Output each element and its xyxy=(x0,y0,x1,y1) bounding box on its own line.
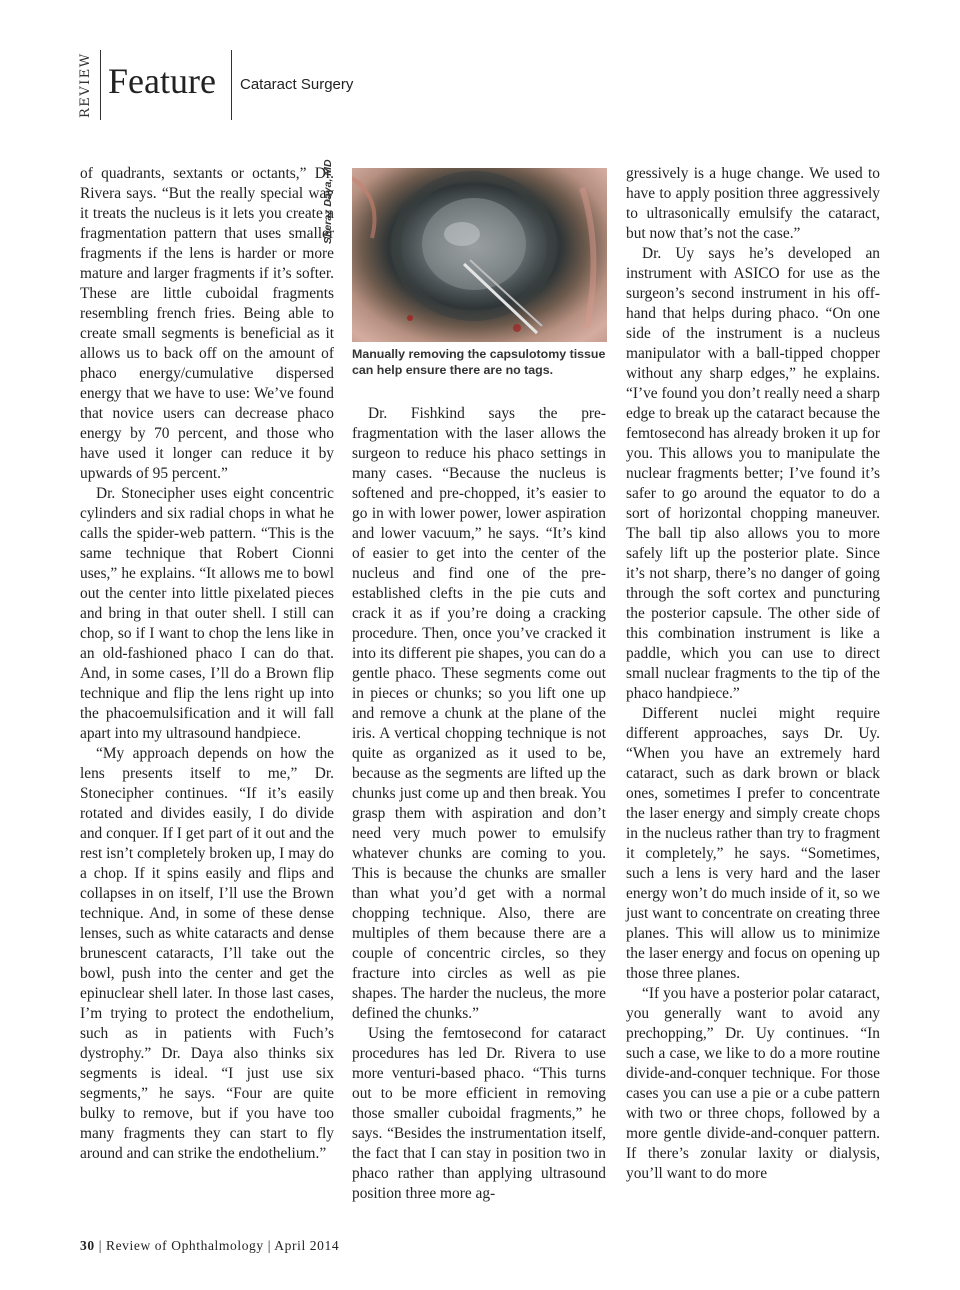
header-divider xyxy=(231,50,232,120)
paragraph: gressively is a huge change. We used to have to apply position three aggressively to ultrasonically emulsify the cataract, but now that’s not the case.” xyxy=(626,165,880,242)
footer-separator: | xyxy=(98,1238,102,1253)
paragraph: “My approach depends on how the lens presents itself to me,” Dr. Stonecipher continues. “If it’s easily rotated and divides easily, I do divide and conquer. If I get part of it out and the rest isn’t completely broken up, I may do a chop. If it spins easily and flips and collapses in on itself, I’ll use the Brown technique. And, in some of these dense lenses, such as white cataracts and dense brunescent cataracts, I’ll take out the bowl, push into the center and get the epinuclear shell later. In those last cases, I’m trying to protect the endothelium, such as in patients with Fuch’s dystrophy.” Dr. Daya also thinks six segments is ideal. “I just use six segments,” he says. “Four are quite bulky to remove, but if you have too many fragments they can start to fly around and can strike the endothelium.” xyxy=(80,745,334,1162)
paragraph: Dr. Stonecipher uses eight concentric cylinders and six radial chops in what he calls the spider-web pattern. “This is the same technique that Robert Cionni uses,” he explains. “It allows me to bowl out the center into little pixelated pieces and bring in that outer shell. I still can chop, so if I want to chop the lens like in an old-fashioned phaco I can do that. And, in some cases, I’ll do a Brown flip technique and flip the lens right up into the phacoemulsification and it will fall apart into my ultrasound handpiece. xyxy=(80,485,334,742)
footer-separator: | xyxy=(267,1238,272,1253)
article-column-3 xyxy=(626,164,880,1184)
paragraph: Dr. Fishkind says the pre-fragmentation with the laser allows the surgeon to reduce his phaco settings in many cases. “Because the nucleus is softened and pre-chopped, it’s easier to go in with lower power, lower aspiration and lower vacuum,” he says. “It’s kind of easier to get into the center of the nucleus and find one of the pre-established clefts in the pie cuts and crack it as if you’re doing a cracking procedure. Then, once you’ve cracked it into its different pie shapes, you can do a gentle phaco. These segments come out in pieces or chunks; so you lift one up and remove a chunk at the plane of the iris. A vertical chopping technique is not quite as organized as it used to be, because as the segments are lifted up the chunks just come up and then break. You grasp them with aspiration and don’t need very much power to emulsify whatever chunks are coming to you. This is because the chunks are smaller than what you’d get with a normal chopping technique. Also, there are multiples of them because there are a couple of concentric circles, so they fracture into circles as well as pie shapes. The harder the nucleus, the more defined the chunks.” xyxy=(352,405,606,1022)
header-divider xyxy=(100,50,101,120)
paragraph: “If you have a posterior polar cataract, you generally want to avoid any prechopping,” Dr. Uy continues. “In such a case, we like to do a more routine divide-and-conquer technique. For those cases you can use a pie or a cube pattern with two or three chops, followed by a more gentle divide-and-conquer pattern. If there’s zonular laxity or dialysis, you’ll want to do more xyxy=(626,985,880,1182)
article-column-1 xyxy=(80,164,334,1164)
page-footer xyxy=(80,1238,339,1254)
paragraph: of quadrants, sextants or octants,” Dr. Rivera says. “But the really special way it treats the nucleus is it lets you create a fragmentation pattern that uses smaller fragments if the lens is harder or more mature and larger fragments if it’s softer. These are little cuboidal fragments resembling french fries. Being able to create small segments is beneficial as it allows us to back off on the amount of phaco energy/cumulative dispersed energy that we have to use: We’ve found that novice users can decrease phaco energy by 70 percent, and those who have used it longer can reduce it by upwards of 95 percent.” xyxy=(80,165,334,482)
paragraph: Using the femtosecond for cataract procedures has led Dr. Rivera to use more venturi-based phaco. “This turns out to be more efficient in removing those smaller cuboidal fragments,” he says. “Besides the instrumentation itself, the fact that I can stay in position two in phaco rather than applying ultrasound position three more ag- xyxy=(352,1025,606,1202)
article-column-2 xyxy=(352,404,606,1204)
review-label: REVIEW xyxy=(78,52,93,118)
paragraph: Dr. Uy says he’s developed an instrument with ASICO for use as the surgeon’s second instrument in his off-hand that helps during phaco. “On one side of the instrument is a nucleus manipulator with a ball-tipped chopper without any sharp edges,” he explains. “I’ve found you don’t really need a sharp edge to break up the cataract because the femtosecond has already broken it up for you. This allows you to manipulate the nuclear fragments better; I’ve found it’s safer to go around the equator to do a sort of horizontal chopping maneuver. The ball tip also allows you to more safely lift up the posterior plate. Since it’s not sharp, there’s no danger of going through the soft cortex and puncturing the posterior capsule. The other side of this combination instrument is like a paddle, which you can use to direct small nuclear fragments to the tip of the phaco handpiece.” xyxy=(626,245,880,702)
publication-name: Review of Ophthalmology xyxy=(105,1238,264,1253)
page-number: 30 xyxy=(80,1238,95,1253)
surgery-photo xyxy=(352,168,607,342)
issue-date: April 2014 xyxy=(274,1238,340,1253)
section-title: Cataract Surgery xyxy=(240,76,354,93)
eye-illustration xyxy=(352,168,607,342)
photo-credit: Sheraz Daya, MD xyxy=(322,159,334,244)
feature-title: Feature xyxy=(108,61,216,101)
paragraph: Different nuclei might require different approaches, says Dr. Uy. “When you have an extremely hard cataract, such as dark brown or black ones, sometimes I prefer to concentrate the laser energy and simply create chops in the nucleus rather than try to fragment it completely,” he says. “Sometimes, such a lens is very hard and the laser energy won’t do much inside of it, so we just want to concentrate on creating three planes. This will allow us to minimize the laser energy and focus on opening up those three planes. xyxy=(626,705,880,982)
photo-caption: Manually removing the capsulotomy tissue can help ensure there are no tags. xyxy=(352,347,606,377)
